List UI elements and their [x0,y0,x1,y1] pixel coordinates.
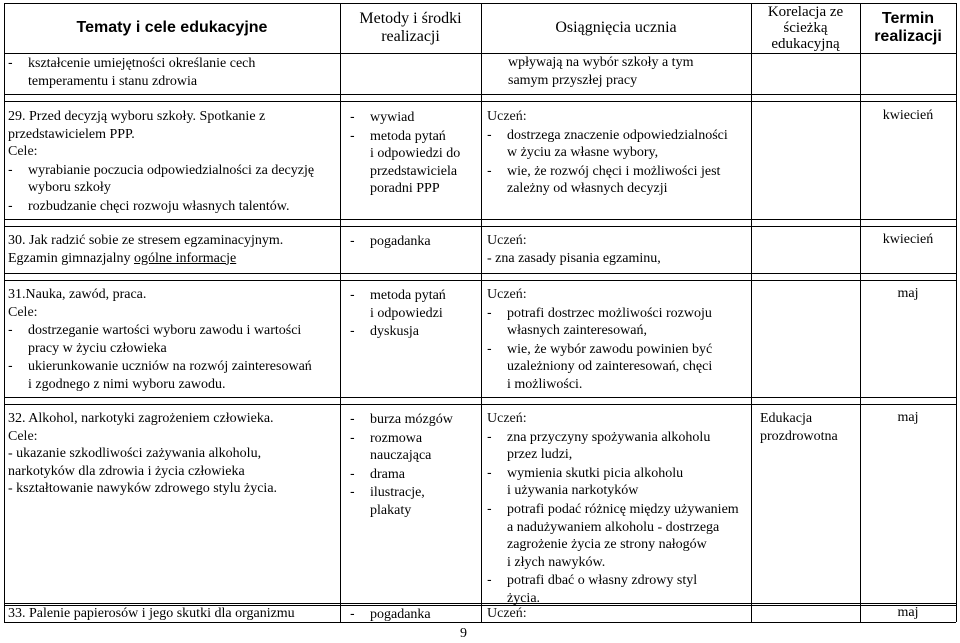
row31-goal1 [8,321,312,340]
row32-ach4 [487,571,739,590]
row29-ach1-cont [487,144,728,162]
row30-method1-text: pogadanka [370,234,431,249]
header-achievements-label: Osiągnięcia ucznia [555,19,677,36]
row32-method2 [350,429,453,448]
row33-title: 33. Palenie papierosów i jego skutki dla organizmu [8,606,295,621]
bullet-dash: - [8,54,13,70]
bullet-dash: - [487,571,492,588]
row29-method2-text2: i odpowiedzi do [370,146,461,162]
row32-correlation-line2: prozdrowotna [760,428,838,444]
row29-method2-cont2 [350,163,460,181]
row31-goal2-cont [8,376,312,394]
bullet-dash: - [487,427,492,444]
row29-ach1 [487,126,728,145]
row31-topic [8,286,312,394]
row31-ach1-cont [487,322,712,340]
row0-ach-line2: samym przyszłej pracy [508,72,638,88]
row29-achievements [487,108,728,198]
row29-ach2-text2: zależny od własnych decyzji [507,181,668,197]
row32-student-label: Uczeń: [487,411,527,426]
row33-student-label: Uczeń: [487,606,527,621]
bullet-dash: - [8,357,13,374]
table-border-right [956,3,957,622]
row29-methods [350,108,460,198]
column-divider-2 [481,3,482,622]
table-border-row29-bottom [4,219,956,220]
row30-student-label: Uczeń: [487,233,527,248]
row29-term: kwiecień [882,108,934,123]
row0-topic-line1 [8,54,255,73]
row32-method4 [350,483,453,502]
row0-topic [8,54,255,90]
row31-goal1-text2: pracy w życiu człowieka [28,340,167,356]
header-correlation-line1: Korelacja ze [767,4,844,20]
row32-method1 [350,410,453,429]
row32-ach2 [487,464,739,483]
table-border-row30-bottom [4,273,956,274]
row31-method1-text2: i odpowiedzi [370,305,443,321]
bullet-dash: - [8,160,13,177]
row30-term: kwiecień [882,232,934,247]
row29-method2-text3: przedstawiciela [370,163,458,179]
row30-achievements [487,232,661,267]
row32-ach3-cont2 [487,536,739,554]
row32-method3-text: drama [370,466,405,482]
column-divider-1 [340,3,341,622]
bullet-dash: - [487,125,492,142]
row32-ach1-text2: przez ludzi, [507,447,573,463]
row31-goal2 [8,357,312,376]
row31-ach2 [487,340,712,359]
row0-topic-line2 [8,73,255,91]
row32-ach2-cont [487,482,739,500]
row30-title-line2 [8,250,283,268]
row32-ach3-text3: zagrożenie życia ze strony nałogów [507,537,707,553]
bullet-dash: - [350,322,355,339]
bullet-dash: - [8,321,13,338]
row29-goal1-text: wyrabianie poczucia odpowiedzialności za decyzję [28,162,315,178]
row29-ach2-cont [487,180,728,198]
row31-ach2-text2: uzależniony od zainteresowań, chęci [507,359,713,375]
header-correlation [751,3,860,53]
row29-method2 [350,127,460,146]
row32-goal2: - kształtowanie nawyków zdrowego stylu życia. [8,481,278,497]
row33-methods [350,605,431,624]
row30-title-part2 [134,251,236,266]
row31-ach2-cont2 [487,376,712,394]
bullet-dash: - [487,339,492,356]
header-correlation-line2: ścieżką [783,20,828,36]
row29-method1 [350,108,460,127]
row32-ach1-cont [487,446,739,464]
row32-ach4-text: potrafi dbać o własny zdrowy styl [507,573,698,589]
row32-title: 32. Alkohol, narkotyki zagrożeniem człowieka. [8,411,274,426]
row31-methods [350,286,446,341]
row33-method1 [350,605,431,624]
table-border-row30-top [4,226,956,227]
header-term-line2: realizacji [874,28,942,45]
row29-ach1-text: dostrzega znaczenie odpowiedzialności [507,127,728,143]
row29-goal1-line2 [8,179,314,197]
row29-ach2 [487,162,728,181]
row29-method2-text: metoda pytań [370,128,446,144]
bullet-dash: - [350,126,355,143]
column-divider-4 [860,3,861,622]
table-border-row0-bottom [4,94,956,95]
header-term [860,3,956,53]
row30-title-line1: 30. Jak radzić sobie ze stresem egzaminacyjnym. [8,233,284,248]
row32-goal1: - ukazanie szkodliwości zażywania alkoholu, [8,446,262,462]
row32-methods [350,410,453,520]
bullet-dash: - [8,196,13,213]
row32-method1-text: burza mózgów [370,412,453,427]
row32-ach3-text4: i złych nawyków. [507,554,606,570]
row32-ach3-cont1 [487,519,739,537]
header-correlation-line3: edukacyjną [771,36,840,52]
row33-term: maj [897,605,919,620]
row0-achievements [508,54,693,89]
row0-topic-text2: temperamentu i stanu zdrowia [28,73,198,89]
row32-achievements [487,410,739,608]
header-methods [340,3,481,53]
header-topics [4,3,340,53]
row31-goal1-text: dostrzeganie wartości wyboru zawodu i wartości [28,323,302,339]
row29-method1-text: wywiad [370,110,415,125]
row32-ach3-cont3 [487,554,739,572]
row33-topic [8,605,295,623]
row29-goal1-text2: wyboru szkoły [28,180,111,196]
row31-method1-cont [350,305,446,323]
row30-title-part1: Egzamin gimnazjalny [8,250,134,266]
row31-ach1-text2: własnych zainteresowań, [507,323,647,339]
row29-method2-cont3 [350,180,460,198]
bullet-dash: - [350,286,355,302]
row30-topic [8,232,283,267]
row29-method2-cont1 [350,145,460,163]
header-achievements [481,3,751,53]
row29-ach2-text: wie, że rozwój chęci i możliwości jest [507,163,721,179]
bullet-dash: - [350,108,355,124]
row32-topic [8,410,277,498]
row30-methods [350,232,431,251]
bullet-dash: - [350,428,355,445]
bullet-dash: - [350,232,355,248]
row31-student-label: Uczeń: [487,287,527,302]
row31-method1-text: metoda pytań [370,288,446,303]
bullet-dash: - [487,499,492,516]
bullet-dash: - [350,605,355,621]
bullet-dash: - [350,410,355,426]
row31-goal1-cont [8,340,312,358]
row29-goal2 [8,197,314,216]
row31-ach2-text3: i możliwości. [507,376,583,392]
table-border-left [4,3,5,622]
row32-ach4-text2: życia. [507,590,541,606]
column-divider-3 [751,3,752,622]
row32-correlation [760,410,838,445]
row31-goal2-text: ukierunkowanie uczniów na rozwój zainteresowań [28,359,312,375]
bullet-dash: - [350,464,355,481]
row31-goals-label: Cele: [8,304,38,320]
table-border-row31-bottom [4,397,956,398]
page-number: 9 [460,626,467,641]
row33-method1-text: pogadanka [370,607,431,622]
row29-title-line2: przedstawicielem PPP. [8,126,135,142]
row32-ach1 [487,428,739,447]
header-methods-line1: Metody i środki [359,10,462,27]
row32-method2-cont [350,447,453,465]
row31-ach1-text: potrafi dostrzec możliwości rozwoju [507,305,712,321]
row32-ach3 [487,500,739,519]
row29-topic [8,108,314,216]
row32-ach1-text: zna przyczyny spożywania alkoholu [507,429,711,445]
row29-method2-text4: poradni PPP [370,181,440,197]
row29-goals-label: Cele: [8,144,38,160]
header-methods-line2: realizacji [381,28,440,45]
row29-ach1-text2: w życiu za własne wybory, [507,145,659,161]
row31-method2-text: dyskusja [370,324,419,340]
row32-goals-label: Cele: [8,428,38,444]
row31-title: 31.Nauka, zawód, praca. [8,287,147,302]
row31-term: maj [897,286,919,301]
row31-ach2-cont1 [487,358,712,376]
bullet-dash: - [487,463,492,480]
row31-goal2-text2: i zgodnego z nimi wyboru zawodu. [28,376,226,392]
row32-ach3-text2: a nadużywaniem alkoholu - dostrzega [507,519,720,535]
row32-ach2-text2: i używania narkotyków [507,483,639,499]
row29-title-line1: 29. Przed decyzją wyboru szkoły. Spotkanie z [8,109,266,124]
row32-method4-text2: plakaty [370,502,412,518]
row31-ach2-text: wie, że wybór zawodu powinien być [507,341,713,357]
row32-method2-text2: nauczająca [370,448,432,464]
row32-goal1-cont: narkotyków dla zdrowia i życia człowieka [8,463,245,479]
row31-method1 [350,286,446,305]
row32-correlation-line1: Edukacja [760,411,813,426]
row32-method4-cont [350,502,453,520]
header-topics-label: Tematy i cele edukacyjne [76,19,268,36]
table-border-row31-top [4,280,956,281]
row30-method1 [350,232,431,251]
row29-goal1-line1 [8,161,314,180]
row30-title-part2-text: ogólne informacje [133,250,237,266]
row0-topic-text1: kształcenie umiejętności określanie cech [28,56,256,71]
row32-method3 [350,465,453,484]
row31-ach1 [487,304,712,323]
row32-ach2-text: wymienia skutki picia alkoholu [507,465,684,481]
row31-achievements [487,286,712,394]
row29-student-label: Uczeń: [487,109,527,124]
bullet-dash: - [487,161,492,178]
row29-goal2-text: rozbudzanie chęci rozwoju własnych talentów. [28,198,290,214]
row32-term: maj [897,410,919,425]
row0-ach-line1: wpływają na wybór szkoły a tym [508,55,694,70]
table-border-row32-top [4,404,956,405]
row32-method2-text: rozmowa [370,430,423,446]
table-border-row29-top [4,101,956,102]
row31-method2 [350,322,446,341]
bullet-dash: - [350,483,355,500]
row32-ach3-text: potrafi podać różnicę między używaniem [507,501,739,517]
table-border-row32-bottom [4,603,956,604]
bullet-dash: - [487,303,492,320]
row32-method4-text: ilustracje, [370,485,425,501]
row33-achievements [487,605,527,623]
header-term-line1: Termin [881,10,935,27]
row30-ach1: - zna zasady pisania egzaminu, [487,250,661,266]
